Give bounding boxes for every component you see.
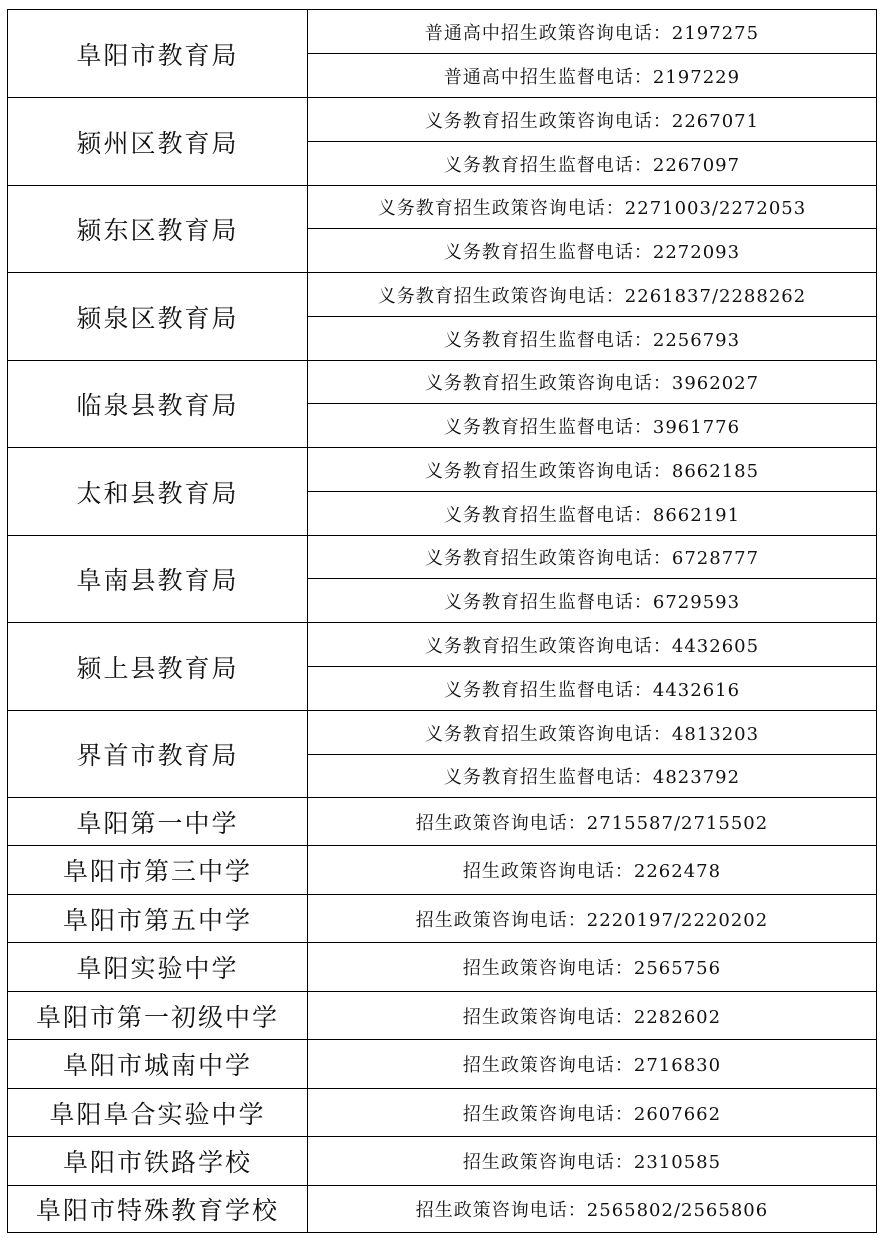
consult-phone: 招生政策咨询电话：2282602 [308, 992, 877, 1040]
consult-phone: 招生政策咨询电话：2220197/2220202 [308, 895, 877, 943]
school-name: 阜阳市第五中学 [8, 895, 308, 943]
office-name: 阜阳市教育局 [8, 10, 308, 98]
table-row [8, 536, 877, 579]
school-name: 阜阳实验中学 [8, 943, 308, 992]
office-name: 界首市教育局 [8, 711, 308, 798]
school-name: 阜阳市特殊教育学校 [8, 1186, 308, 1233]
consult-phone: 义务教育招生政策咨询电话：6728777 [308, 536, 877, 579]
office-name: 颍上县教育局 [8, 623, 308, 711]
consult-phone: 招生政策咨询电话：2565802/2565806 [308, 1186, 877, 1233]
consult-phone: 招生政策咨询电话：2607662 [308, 1089, 877, 1137]
consult-phone: 义务教育招生政策咨询电话：2267071 [308, 98, 877, 142]
office-name: 颍州区教育局 [8, 98, 308, 186]
consult-phone: 普通高中招生政策咨询电话：2197275 [308, 10, 877, 54]
consult-phone: 义务教育招生政策咨询电话：2271003/2272053 [308, 186, 877, 229]
supervise-phone: 义务教育招生监督电话：2256793 [308, 317, 877, 361]
table-row [8, 992, 877, 1040]
office-name: 太和县教育局 [8, 448, 308, 536]
school-name: 阜阳市第三中学 [8, 846, 308, 895]
contact-table [7, 9, 877, 1233]
table-row [8, 943, 877, 992]
office-name: 颍泉区教育局 [8, 273, 308, 361]
school-name: 阜阳阜合实验中学 [8, 1089, 308, 1137]
table-row [8, 1040, 877, 1089]
table-row [8, 448, 877, 492]
supervise-phone: 义务教育招生监督电话：2272093 [308, 229, 877, 273]
consult-phone: 招生政策咨询电话：2262478 [308, 846, 877, 895]
table-row [8, 273, 877, 317]
consult-phone: 招生政策咨询电话：2716830 [308, 1040, 877, 1089]
table-row [8, 798, 877, 846]
consult-phone: 义务教育招生政策咨询电话：4432605 [308, 623, 877, 667]
supervise-phone: 义务教育招生监督电话：4432616 [308, 667, 877, 711]
table-row [8, 10, 877, 54]
consult-phone: 招生政策咨询电话：2310585 [308, 1137, 877, 1186]
table-row [8, 623, 877, 667]
office-name: 临泉县教育局 [8, 361, 308, 448]
table-row [8, 1137, 877, 1186]
consult-phone: 义务教育招生政策咨询电话：3962027 [308, 361, 877, 404]
school-name: 阜阳市城南中学 [8, 1040, 308, 1089]
table-row [8, 711, 877, 755]
consult-phone: 义务教育招生政策咨询电话：2261837/2288262 [308, 273, 877, 317]
table-row [8, 1089, 877, 1137]
supervise-phone: 义务教育招生监督电话：6729593 [308, 579, 877, 623]
consult-phone: 义务教育招生政策咨询电话：4813203 [308, 711, 877, 755]
school-name: 阜阳第一中学 [8, 798, 308, 846]
office-name: 阜南县教育局 [8, 536, 308, 623]
consult-phone: 招生政策咨询电话：2565756 [308, 943, 877, 992]
supervise-phone: 义务教育招生监督电话：2267097 [308, 142, 877, 186]
office-name: 颍东区教育局 [8, 186, 308, 273]
consult-phone: 招生政策咨询电话：2715587/2715502 [308, 798, 877, 846]
table-row [8, 361, 877, 404]
table-row [8, 846, 877, 895]
supervise-phone: 义务教育招生监督电话：4823792 [308, 755, 877, 798]
table-row [8, 895, 877, 943]
consult-phone: 义务教育招生政策咨询电话：8662185 [308, 448, 877, 492]
supervise-phone: 义务教育招生监督电话：8662191 [308, 492, 877, 536]
school-name: 阜阳市铁路学校 [8, 1137, 308, 1186]
school-name: 阜阳市第一初级中学 [8, 992, 308, 1040]
table-row [8, 186, 877, 229]
supervise-phone: 义务教育招生监督电话：3961776 [308, 404, 877, 448]
table-row [8, 1186, 877, 1233]
table-row [8, 98, 877, 142]
supervise-phone: 普通高中招生监督电话：2197229 [308, 54, 877, 98]
